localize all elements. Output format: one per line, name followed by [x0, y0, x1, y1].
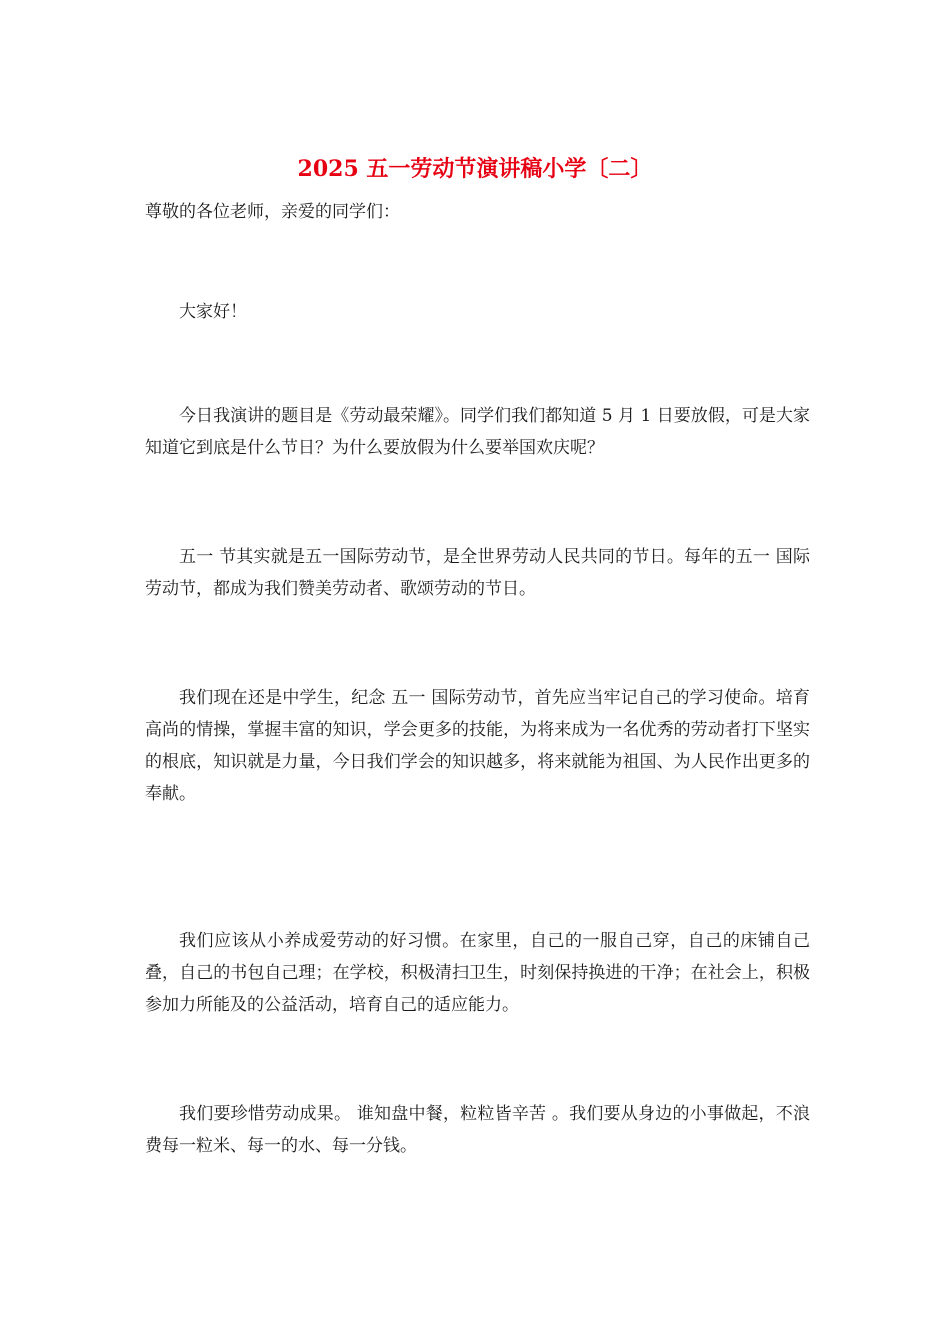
paragraph-may-day: 五一 节其实就是五一国际劳动节，是全世界劳动人民共同的节日。每年的五一 国际劳动节，都成为我们赞美劳动者、歌颂劳动的节日。 — [145, 547, 810, 599]
paragraph-topic: 今日我演讲的题目是《劳动最荣耀》。同学们我们都知道 5 月 1 日要放假，可是大家知道它到底是什么节日？为什么要放假为什么要举国欢庆呢？ — [145, 406, 810, 458]
paragraph-habits: 我们应该从小养成爱劳动的好习惯。在家里，自己的一服自己穿，自己的床铺自己叠，自己的书包自己理；在学校，积极清扫卫生，时刻保持换进的干净；在社会上，积极参加力所能及的公益活动，培育自己的适应能力。 — [145, 931, 810, 1015]
paragraph-cherish: 我们要珍惜劳动成果。 谁知盘中餐，粒粒皆辛苦 。我们要从身边的小事做起，不浪费每一粒米、每一的水、每一分钱。 — [145, 1104, 810, 1156]
salutation: 尊敬的各位老师，亲爱的同学们： — [145, 202, 400, 222]
document-title: 2025 五一劳动节演讲稿小学〔二〕 — [297, 156, 653, 182]
paragraph-greeting: 大家好！ — [179, 302, 247, 322]
paragraph-study: 我们现在还是中学生，纪念 五一 国际劳动节，首先应当牢记自己的学习使命。培育高尚的情操，掌握丰富的知识，学会更多的技能，为将来成为一名优秀的劳动者打下坚实的根底，知识就是力量，今日我们学会的知识越多，将来就能为祖国、为人民作出更多的奉献。 — [145, 688, 810, 804]
